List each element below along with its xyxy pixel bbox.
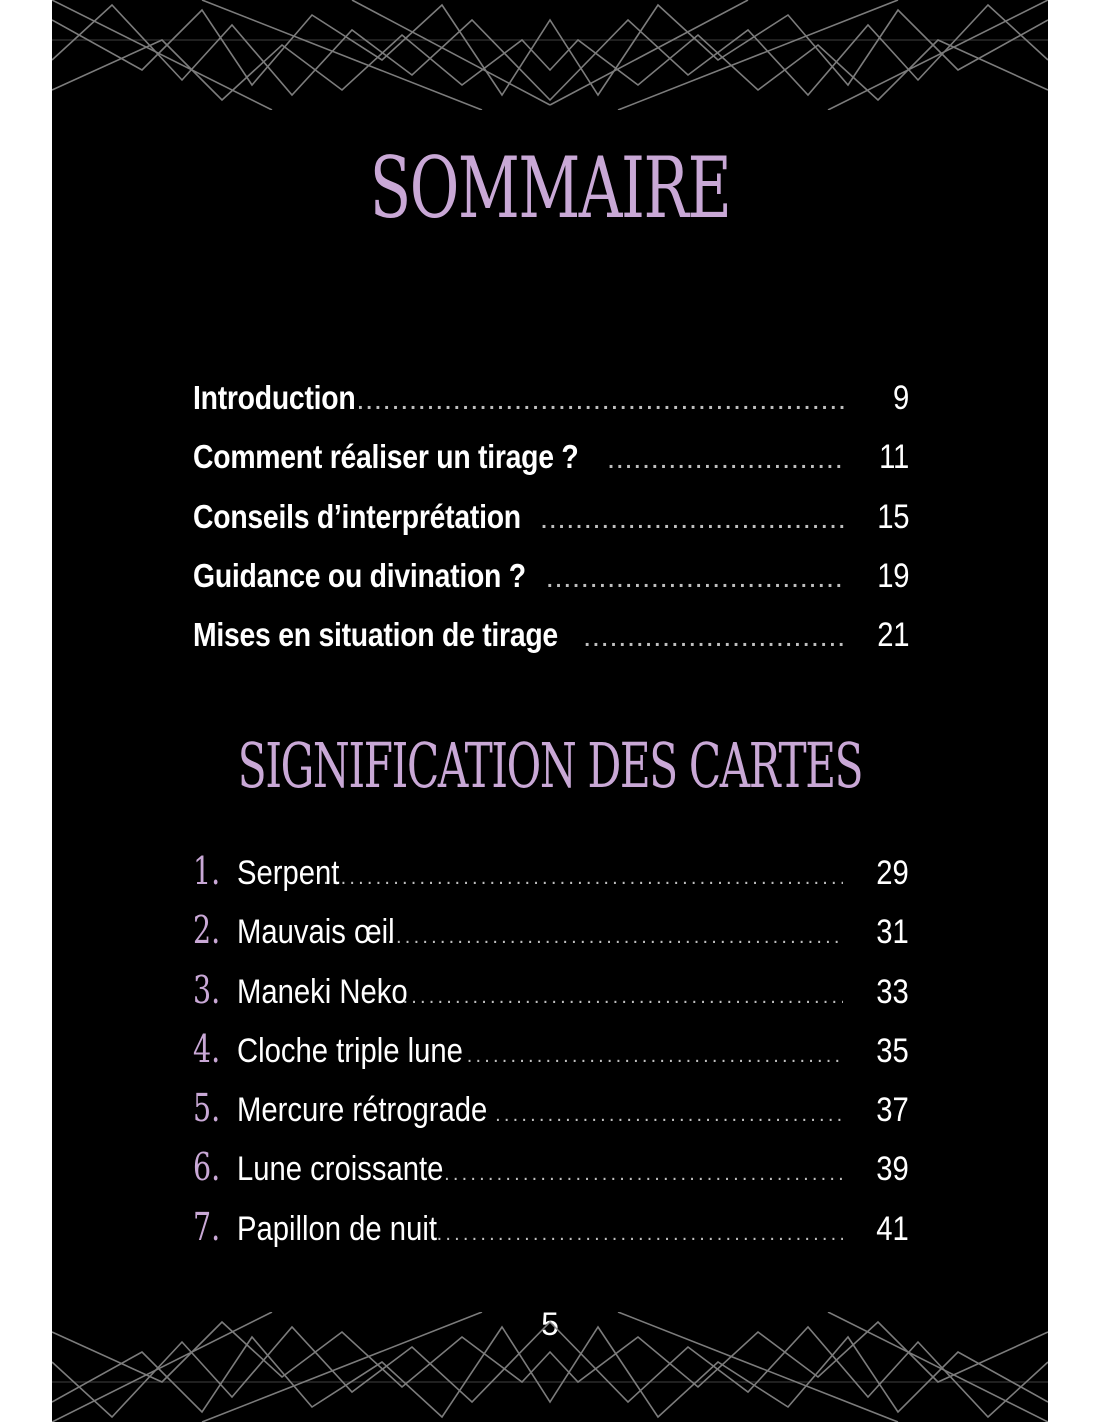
- card-number: 2.: [193, 908, 221, 953]
- toc-entry[interactable]: [193, 427, 909, 486]
- dot-leader: [402, 968, 843, 1027]
- dot-leader: [444, 1145, 843, 1204]
- toc-entry-label: Cloche triple lune: [237, 1031, 463, 1070]
- dot-leader: [608, 433, 845, 492]
- toc-entry[interactable]: [193, 546, 909, 605]
- card-number: 3.: [193, 967, 221, 1012]
- card-number: 1.: [193, 849, 221, 893]
- toc-entry-label: Guidance ou divination ?: [193, 556, 526, 594]
- toc-entry-page: 11: [879, 438, 909, 477]
- dot-leader: [584, 611, 843, 670]
- book-page: [52, 0, 1048, 1422]
- card-number: 4.: [193, 1026, 221, 1071]
- toc-entry-label: Introduction: [193, 379, 356, 416]
- card-number: 6.: [193, 1145, 221, 1190]
- dot-leader: [495, 1086, 843, 1145]
- card-number: 5.: [193, 1086, 221, 1131]
- dot-leader: [467, 1027, 843, 1086]
- dot-leader: [541, 493, 844, 552]
- toc-entry-label: Lune croissante: [237, 1150, 444, 1189]
- toc-entry-page: 41: [876, 1209, 909, 1248]
- toc-card-entry[interactable]: [193, 1079, 909, 1138]
- toc-card-entry[interactable]: [193, 1198, 909, 1257]
- toc-card-entry[interactable]: [193, 1020, 909, 1079]
- toc-entry-page: 37: [876, 1091, 909, 1130]
- toc-entry-page: 39: [876, 1150, 909, 1189]
- toc-entry[interactable]: [193, 605, 909, 664]
- toc-entry-page: 31: [876, 913, 909, 952]
- toc-entry-page: 33: [876, 972, 909, 1011]
- toc-entry[interactable]: [193, 368, 909, 427]
- page-number: 5: [541, 1306, 559, 1342]
- page-title: SOMMAIRE: [369, 139, 731, 237]
- toc-entry-label: Papillon de nuit: [237, 1209, 437, 1248]
- toc-entry-label: Conseils d’interprétation: [193, 497, 521, 535]
- dot-leader: [387, 908, 843, 967]
- toc-card-entry[interactable]: [193, 842, 909, 901]
- toc-intro-list: [193, 368, 909, 664]
- toc-entry-label: Mises en situation de tirage: [193, 616, 558, 654]
- geometric-ornament-top: [52, 0, 1048, 110]
- toc-card-entry[interactable]: [193, 961, 909, 1020]
- card-number: 7.: [193, 1204, 221, 1249]
- toc-entry-page: 21: [876, 616, 909, 655]
- toc-entry-page: 35: [876, 1031, 909, 1070]
- dot-leader: [547, 552, 844, 611]
- toc-entry-page: 15: [876, 497, 909, 536]
- toc-entry-label: Comment réaliser un tirage ?: [193, 438, 579, 476]
- dot-leader: [349, 374, 845, 433]
- toc-entry-label: Serpent: [237, 854, 340, 892]
- toc-entry-label: Maneki Neko: [237, 972, 408, 1011]
- toc-entry-label: Mauvais œil: [237, 913, 395, 952]
- toc-entry-page: 19: [876, 556, 909, 595]
- geometric-ornament-bottom: [52, 1312, 1048, 1422]
- toc-card-entry[interactable]: [193, 1138, 909, 1197]
- toc-entry-label: Mercure rétrograde: [237, 1091, 488, 1130]
- dot-leader: [323, 849, 843, 908]
- toc-cards-list: [193, 842, 909, 1257]
- toc-entry[interactable]: [193, 487, 909, 546]
- dot-leader: [437, 1205, 844, 1264]
- toc-card-entry[interactable]: [193, 901, 909, 960]
- section-title: SIGNIFICATION DES CARTES: [237, 729, 863, 802]
- toc-entry-page: 29: [876, 854, 909, 892]
- toc-entry-page: 9: [892, 379, 909, 417]
